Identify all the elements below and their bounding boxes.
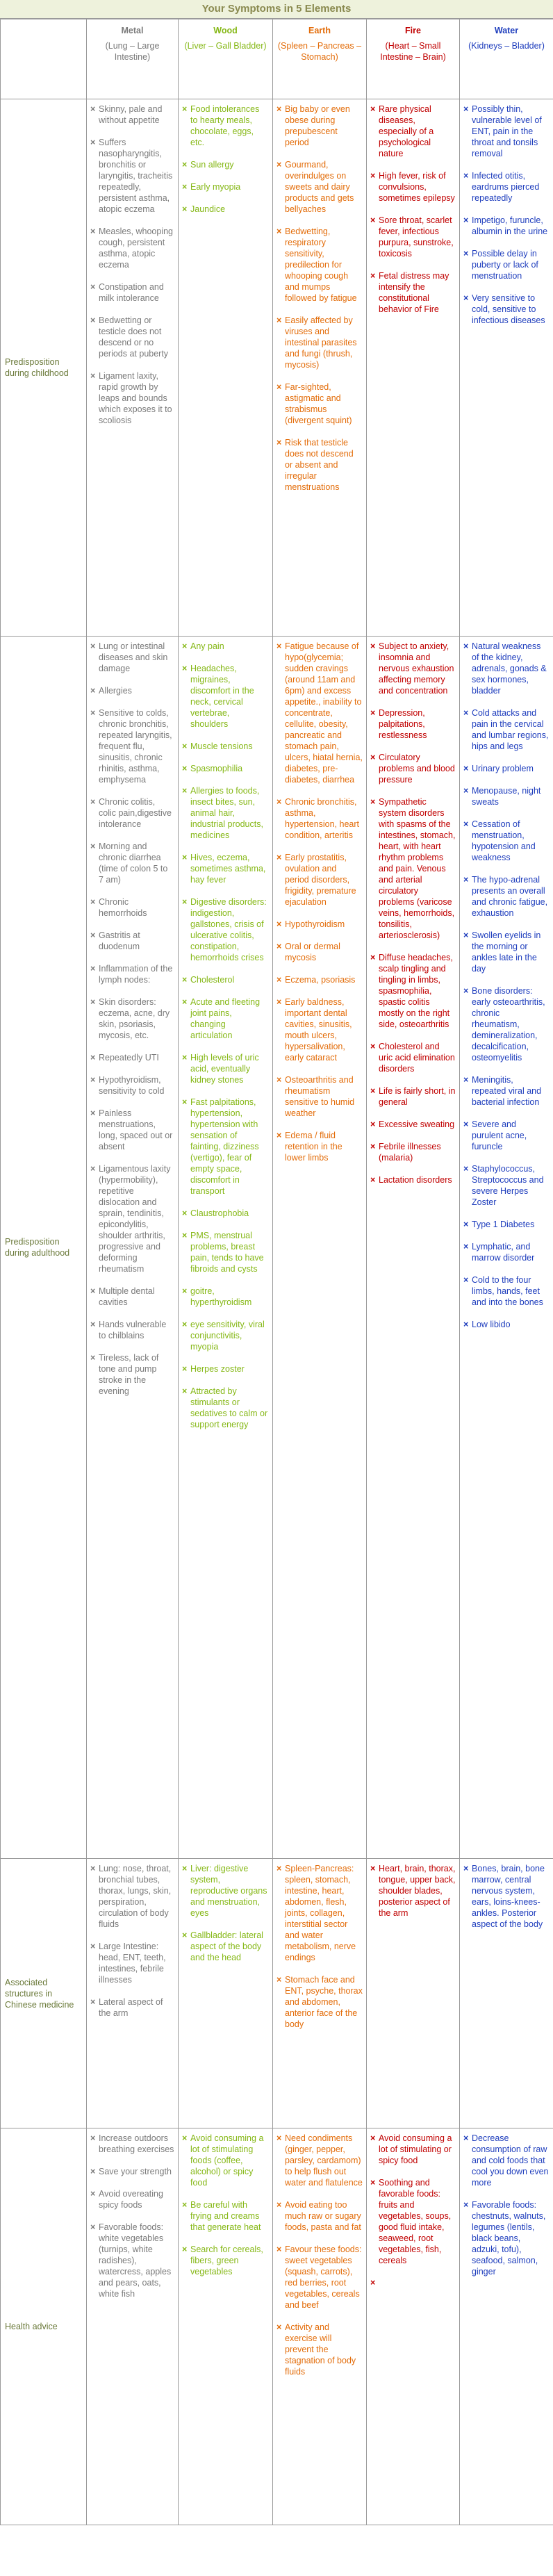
list-item: × Sore throat, scarlet fever, infectious purpura, sunstroke, toxicosis [370, 215, 456, 259]
symptom-list [370, 104, 456, 315]
symptom-list [370, 1863, 456, 1919]
list-item: × Staphylococcus, Streptococcus and severe Herpes Zoster [463, 1163, 550, 1208]
list-item: × Avoid consuming a lot of stimulating foods (coffee, alcohol) or spicy food [182, 2133, 269, 2188]
symptom-list [182, 641, 269, 1430]
list-item: × Sun allergy [182, 159, 269, 170]
list-item: × Low libido [463, 1319, 550, 1330]
cell-metal [87, 637, 179, 1859]
symptom-list [276, 641, 363, 1163]
symptom-list [463, 104, 550, 326]
list-item: × Cessation of menstruation, hypotension and weakness [463, 819, 550, 863]
list-item: × Jaundice [182, 204, 269, 215]
list-item: × Lactation disorders [370, 1174, 456, 1186]
list-item: × Chronic colitis, colic pain,digestive intolerance [90, 796, 174, 830]
list-item: × Favour these foods: sweet vegetables (squash, carrots), red berries, root vegetables, cereals and beef [276, 2244, 363, 2311]
list-item: × Painless menstruations, long, spaced out or absent [90, 1108, 174, 1152]
list-item: × Allergies [90, 685, 174, 696]
list-item: × Type 1 Diabetes [463, 1219, 550, 1230]
header-water [460, 19, 553, 99]
header-fire [367, 19, 460, 99]
cell-fire [367, 2128, 460, 2525]
row-label: Predisposition during childhood [1, 99, 87, 637]
list-item: × Diffuse headaches, scalp tingling and tingling in limbs, spasmophilia, spastic colitis mostly on the right side, osteoarthritis [370, 952, 456, 1030]
list-item: × Herpes zoster [182, 1363, 269, 1375]
row-structures [1, 1859, 553, 2128]
symptom-list [90, 1863, 174, 2019]
elements-table [0, 19, 553, 2525]
cell-earth [273, 2128, 367, 2525]
list-item: × Sensitive to colds, chronic bronchitis, repeated laryngitis, frequent flu, sinusitis, chronic rhinitis, asthma, emphysema [90, 707, 174, 785]
list-item: × Gastritis at duodenum [90, 930, 174, 952]
list-item: × Save your strength [90, 2166, 174, 2177]
list-item: × Life is fairly short, in general [370, 1085, 456, 1108]
cell-earth [273, 1859, 367, 2128]
list-item: × Repeatedly UTI [90, 1052, 174, 1063]
list-item: × Early prostatitis, ovulation and period disorders, frigidity, premature ejaculation [276, 852, 363, 908]
list-item: × Muscle tensions [182, 741, 269, 752]
list-item: × Cholesterol and uric acid elimination disorders [370, 1041, 456, 1074]
list-item: × Lung or intestinal diseases and skin damage [90, 641, 174, 674]
header-metal [87, 19, 179, 99]
list-item: × Morning and chronic diarrhea (time of colon 5 to 7 am) [90, 841, 174, 885]
list-item: × Sympathetic system disorders with spasms of the intestines, stomach, heart, with heart rhythm problems and pain. Venous and arterial circulatory problems (varicose veins, hemorrhoids, tonsilitis, arteriosclerosis) [370, 796, 456, 941]
list-item: × Avoid eating too much raw or sugary foods, pasta and fat [276, 2199, 363, 2233]
list-item: × Spleen-Pancreas: spleen, stomach, intestine, heart, abdomen, flesh, joints, collagen, interstitial sector and water metabolism, nerve endings [276, 1863, 363, 1963]
list-item: × The hypo-adrenal presents an overall and chronic fatigue, exhaustion [463, 874, 550, 919]
list-item: × Hives, eczema, sometimes asthma, hay fever [182, 852, 269, 885]
cell-earth [273, 637, 367, 1859]
header-wood-organs: (Liver – Gall Bladder) [184, 41, 267, 51]
cell-wood [179, 637, 273, 1859]
cell-water [460, 2128, 553, 2525]
list-item: × Chronic hemorrhoids [90, 896, 174, 919]
list-item: × Favorable foods: white vegetables (turnips, white radishes), watercress, apples and pears, oats, white fish [90, 2222, 174, 2299]
list-item: × Fetal distress may intensify the constitutional behavior of Fire [370, 270, 456, 315]
header-row [1, 19, 553, 99]
list-item: × Oral or dermal mycosis [276, 941, 363, 963]
cell-water [460, 637, 553, 1859]
symptom-list [182, 2133, 269, 2277]
list-item: × High levels of uric acid, eventually kidney stones [182, 1052, 269, 1085]
list-item: × Search for cereals, fibers, green vegetables [182, 2244, 269, 2277]
header-fire-organs: (Heart – Small Intestine – Brain) [380, 41, 446, 62]
header-water-organs: (Kidneys – Bladder) [468, 41, 545, 51]
row-label: Predisposition during adulthood [1, 637, 87, 1859]
list-item: × Bedwetting, respiratory sensitivity, predilection for whooping cough and mumps followed by fatigue [276, 226, 363, 304]
list-item: × Urinary problem [463, 763, 550, 774]
cell-wood [179, 99, 273, 637]
list-item: × Infected otitis, eardrums pierced repeatedly [463, 170, 550, 204]
list-item: × Swollen eyelids in the morning or ankles late in the day [463, 930, 550, 974]
list-item: × Cholesterol [182, 974, 269, 985]
list-item: × Big baby or even obese during prepubescent period [276, 104, 363, 148]
list-item: × Skinny, pale and without appetite [90, 104, 174, 126]
list-item: × Attracted by stimulants or sedatives to calm or support energy [182, 1386, 269, 1430]
cell-metal [87, 2128, 179, 2525]
list-item: × Gourmand, overindulges on sweets and dairy products and gets bellyaches [276, 159, 363, 215]
list-item: × Increase outdoors breathing exercises [90, 2133, 174, 2155]
list-item: × Allergies to foods, insect bites, sun, animal hair, industrial products, medicines [182, 785, 269, 841]
list-item: × Bone disorders: early osteoarthritis, chronic rheumatism, demineralization, decalcification, osteomyelitis [463, 985, 550, 1063]
list-item: × Lung: nose, throat, bronchial tubes, thorax, lungs, skin, perspiration, circulation of body fluids [90, 1863, 174, 1930]
list-item: × Be careful with frying and creams that generate heat [182, 2199, 269, 2233]
symptom-list [182, 104, 269, 215]
list-item: × Very sensitive to cold, sensitive to infectious diseases [463, 293, 550, 326]
list-item: × Possibly thin, vulnerable level of ENT, pain in the throat and tonsils removal [463, 104, 550, 159]
list-item: × Rare physical diseases, especially of a psychological nature [370, 104, 456, 159]
cell-fire [367, 1859, 460, 2128]
list-item: × Fatigue because of hypo(glycemia; sudden cravings (around 11am and 6pm) and excess appetite., inability to concentrate, cellulite, obesity, pancreatic and stomach pain, ulcers, hiatal hernia, diabetes, pre-diabetes, diarrhea [276, 641, 363, 785]
row-childhood [1, 99, 553, 637]
list-item: × Avoid consuming a lot of stimulating or spicy food [370, 2133, 456, 2166]
list-item: × Stomach face and ENT, psyche, thorax and abdomen, anterior face of the body [276, 1974, 363, 2030]
row-adulthood [1, 637, 553, 1859]
list-item: × goitre, hyperthyroidism [182, 1286, 269, 1308]
list-item: × Favorable foods: chestnuts, walnuts, legumes (lentils, black beans, adzuki, tofu), seafood, salmon, ginger [463, 2199, 550, 2277]
list-item: × Ligamentous laxity (hypermobility), repetitive dislocation and sprain, tendinitis, epicondylitis, shoulder arthritis, progressive and deforming rheumatism [90, 1163, 174, 1274]
list-item: × Gallbladder: lateral aspect of the body and the head [182, 1930, 269, 1963]
list-item: × Lateral aspect of the arm [90, 1996, 174, 2019]
header-metal-name: Metal [121, 26, 144, 35]
list-item: × High fever, risk of convulsions, sometimes epilepsy [370, 170, 456, 204]
list-item: × Hypothyroidism, sensitivity to cold [90, 1074, 174, 1097]
list-item: × Tireless, lack of tone and pump stroke in the evening [90, 1352, 174, 1397]
list-item: × Severe and purulent acne, furuncle [463, 1119, 550, 1152]
list-item: × Inflammation of the lymph nodes: [90, 963, 174, 985]
page-title: Your Symptoms in 5 Elements [0, 0, 553, 19]
symptom-list [463, 1863, 550, 1930]
header-metal-organs: (Lung – Large Intestine) [105, 41, 160, 62]
list-item: × Suffers nasopharyngitis, bronchitis or laryngitis, tracheitis repeatedly, persistent asthma, atopic eczema [90, 137, 174, 215]
list-item: × Measles, whooping cough, persistent asthma, atopic eczema [90, 226, 174, 270]
row-health-advice [1, 2128, 553, 2525]
list-item: × Constipation and milk intolerance [90, 281, 174, 304]
symptom-list [463, 641, 550, 1330]
list-item: × Fast palpitations, hypertension, hypertension with sensation of fainting, dizziness (vertigo), fear of empty space, discomfort in transport [182, 1097, 269, 1197]
cell-water [460, 99, 553, 637]
list-item: × Excessive sweating [370, 1119, 456, 1130]
list-item: × Food intolerances to hearty meals, chocolate, eggs, etc. [182, 104, 269, 148]
list-item: × PMS, menstrual problems, breast pain, tends to have fibroids and cysts [182, 1230, 269, 1274]
header-wood-name: Wood [213, 26, 238, 35]
list-item: × Activity and exercise will prevent the stagnation of body fluids [276, 2322, 363, 2377]
list-item: × Menopause, night sweats [463, 785, 550, 807]
list-item: × Far-sighted, astigmatic and strabismus (divergent squint) [276, 382, 363, 426]
list-item: × Heart, brain, thorax, tongue, upper back, shoulder blades, posterior aspect of the arm [370, 1863, 456, 1919]
cell-metal [87, 99, 179, 637]
list-item: × Ligament laxity, rapid growth by leaps and bounds which exposes it to scoliosis [90, 370, 174, 426]
row-label: Associated structures in Chinese medicine [1, 1859, 87, 2128]
symptom-list [90, 641, 174, 1397]
list-item: × Early baldness, important dental cavities, sinusitis, mouth ulcers, hypersalivation, early cataract [276, 996, 363, 1063]
list-item: × Claustrophobia [182, 1208, 269, 1219]
list-item: × Any pain [182, 641, 269, 652]
list-item: × Hands vulnerable to chilblains [90, 1319, 174, 1341]
cell-fire [367, 99, 460, 637]
list-item: × Depression, palpitations, restlessness [370, 707, 456, 741]
symptom-list [463, 2133, 550, 2277]
header-earth-organs: (Spleen – Pancreas – Stomach) [277, 41, 362, 62]
cell-earth [273, 99, 367, 637]
list-item: × Risk that testicle does not descend or absent and irregular menstruations [276, 437, 363, 493]
list-item: × Headaches, migraines, discomfort in the neck, cervical vertebrae, shoulders [182, 663, 269, 730]
symptom-list [370, 641, 456, 1186]
list-item: × Meningitis, repeated viral and bacterial infection [463, 1074, 550, 1108]
symptom-list [276, 104, 363, 493]
list-item: × Febrile illnesses (malaria) [370, 1141, 456, 1163]
list-item: × Subject to anxiety, insomnia and nervous exhaustion affecting memory and concentration [370, 641, 456, 696]
symptom-list [276, 1863, 363, 2030]
list-item: × Large Intestine: head, ENT, teeth, intestines, febrile illnesses [90, 1941, 174, 1985]
symptom-list [90, 2133, 174, 2299]
list-item: × Early myopia [182, 181, 269, 192]
header-wood [179, 19, 273, 99]
list-item: × Osteoarthritis and rheumatism sensitive to humid weather [276, 1074, 363, 1119]
symptom-list [370, 2133, 456, 2266]
list-item: × eye sensitivity, viral conjunctivitis, myopia [182, 1319, 269, 1352]
list-item: × Bones, brain, bone marrow, central nervous system, ears, loins-knees-ankles. Posterior aspect of the body [463, 1863, 550, 1930]
list-item: × Hypothyroidism [276, 919, 363, 930]
list-item: × Skin disorders: eczema, acne, dry skin, psoriasis, mycosis, etc. [90, 996, 174, 1041]
list-item: × Lymphatic, and marrow disorder [463, 1241, 550, 1263]
cell-fire [367, 637, 460, 1859]
list-item: × Liver: digestive system, reproductive organs and menstruation, eyes [182, 1863, 269, 1919]
list-item: × Easily affected by viruses and intestinal parasites and fungi (thrush, mycosis) [276, 315, 363, 370]
list-item: × Need condiments (ginger, pepper, parsley, cardamom) to help flush out water and flatulence [276, 2133, 363, 2188]
list-item: × Possible delay in puberty or lack of menstruation [463, 248, 550, 281]
symptom-list [182, 1863, 269, 1963]
list-item: × Soothing and favorable foods: fruits and vegetables, soups, good fluid intake, seaweed, root vegetables, fish, cereals [370, 2177, 456, 2266]
list-item: × Cold to the four limbs, hands, feet and into the bones [463, 1274, 550, 1308]
header-water-name: Water [494, 26, 519, 35]
list-item: × Circulatory problems and blood pressure [370, 752, 456, 785]
cell-wood [179, 1859, 273, 2128]
list-item: × Digestive disorders: indigestion, gallstones, crisis of ulcerative colitis, constipation, hemorrhoids crises [182, 896, 269, 963]
cell-water [460, 1859, 553, 2128]
list-item: × Decrease consumption of raw and cold foods that cool you down even more [463, 2133, 550, 2188]
list-item: × Acute and fleeting joint pains, changing articulation [182, 996, 269, 1041]
row-label: Health advice [1, 2128, 87, 2525]
list-item: × Bedwetting or testicle does not descend or no periods at puberty [90, 315, 174, 359]
list-item: × Spasmophilia [182, 763, 269, 774]
symptom-list [90, 104, 174, 426]
cell-metal [87, 1859, 179, 2128]
symptom-list [276, 2133, 363, 2377]
list-item: × Eczema, psoriasis [276, 974, 363, 985]
list-item: × Impetigo, furuncle, albumin in the urine [463, 215, 550, 237]
list-item: × Cold attacks and pain in the cervical and lumbar regions, hips and legs [463, 707, 550, 752]
cell-wood [179, 2128, 273, 2525]
corner-cell [1, 19, 87, 99]
list-item: × Avoid overeating spicy foods [90, 2188, 174, 2210]
list-item: × Natural weakness of the kidney, adrenals, gonads & sex hormones, bladder [463, 641, 550, 696]
header-earth [273, 19, 367, 99]
list-item: × Edema / fluid retention in the lower limbs [276, 1130, 363, 1163]
header-earth-name: Earth [308, 26, 331, 35]
header-fire-name: Fire [405, 26, 421, 35]
list-item: × Chronic bronchitis, asthma, hypertension, heart condition, arteritis [276, 796, 363, 841]
table-body [1, 99, 553, 2525]
list-item: × Multiple dental cavities [90, 1286, 174, 1308]
